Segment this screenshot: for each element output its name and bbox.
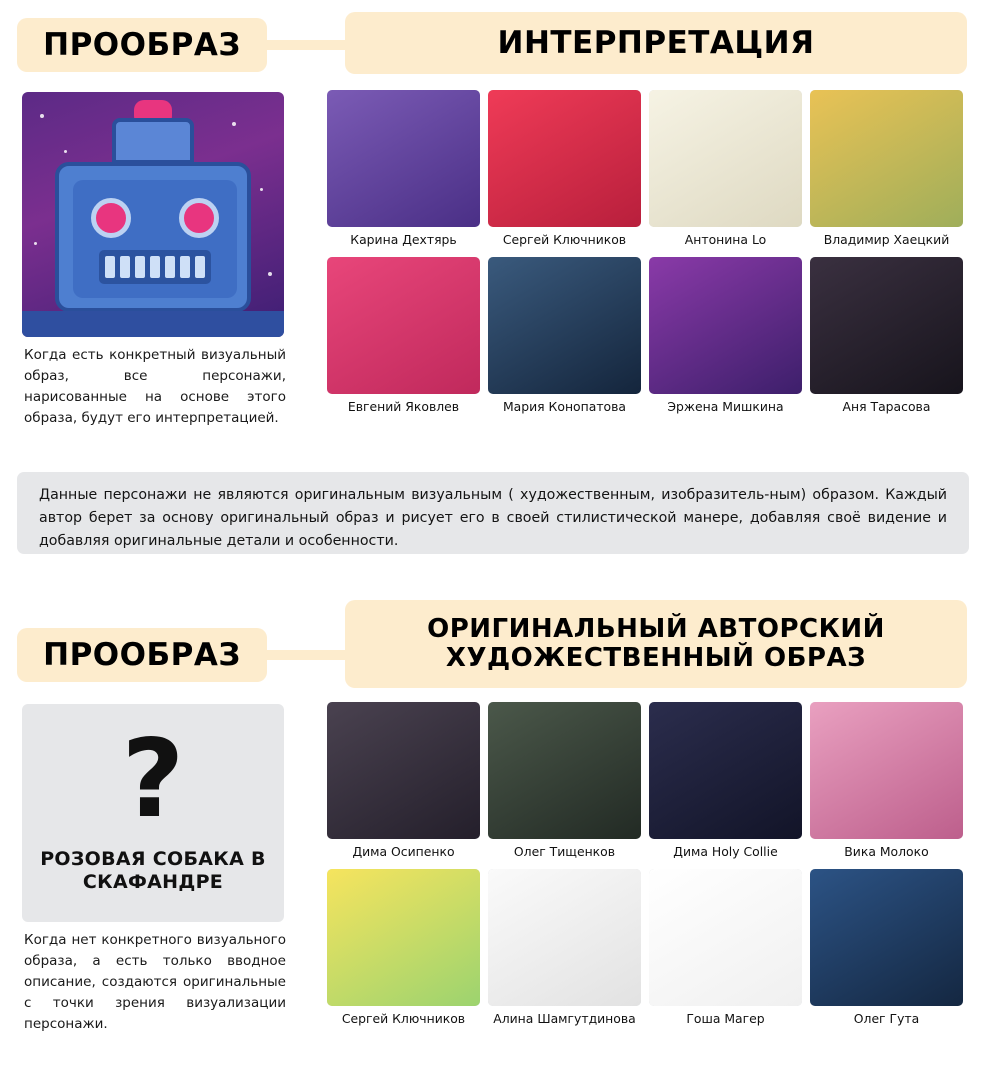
list-item[interactable] bbox=[810, 869, 963, 1026]
section2-reference-placeholder bbox=[22, 704, 284, 922]
list-item[interactable] bbox=[327, 257, 480, 414]
author-name: Сергей Ключников bbox=[502, 232, 627, 247]
list-item[interactable] bbox=[810, 702, 963, 859]
thumbnail-image[interactable] bbox=[488, 702, 641, 839]
section1-heading-left: ПРООБРАЗ bbox=[17, 18, 267, 72]
author-name: Антонина Lo bbox=[684, 232, 767, 247]
connector-line-1 bbox=[265, 40, 349, 50]
thumbnail-image[interactable] bbox=[810, 702, 963, 839]
question-mark-icon: ? bbox=[121, 717, 185, 842]
section1-reference-image bbox=[22, 92, 284, 337]
author-name: Олег Гута bbox=[853, 1011, 920, 1026]
list-item[interactable] bbox=[488, 90, 641, 247]
thumbnail-image[interactable] bbox=[488, 869, 641, 1006]
section1-reference-caption: Когда есть конкретный визуальный образ, все персонажи, нарисованные на основе этого образа, будут его интерпретацией. bbox=[24, 347, 286, 426]
thumbnail-image[interactable] bbox=[810, 869, 963, 1006]
author-name: Владимир Хаецкий bbox=[823, 232, 950, 247]
thumbnail-image[interactable] bbox=[488, 90, 641, 227]
thumbnail-image[interactable] bbox=[327, 702, 480, 839]
author-name: Аня Тарасова bbox=[842, 399, 931, 414]
thumbnail-image[interactable] bbox=[649, 257, 802, 394]
robot-eye-left bbox=[91, 198, 131, 238]
list-item[interactable] bbox=[810, 257, 963, 414]
author-name: Олег Тищенков bbox=[513, 844, 616, 859]
author-name: Мария Конопатова bbox=[502, 399, 627, 414]
thumbnail-image[interactable] bbox=[488, 257, 641, 394]
thumbnail-image[interactable] bbox=[649, 869, 802, 1006]
robot-face bbox=[73, 180, 237, 298]
thumbnail-image[interactable] bbox=[810, 90, 963, 227]
author-name: Карина Дехтярь bbox=[350, 232, 457, 247]
thumbnail-image[interactable] bbox=[327, 869, 480, 1006]
author-name: Дима Осипенко bbox=[352, 844, 455, 859]
robot-base bbox=[22, 311, 284, 337]
list-item[interactable] bbox=[649, 869, 802, 1026]
list-item[interactable] bbox=[649, 257, 802, 414]
list-item[interactable] bbox=[488, 257, 641, 414]
thumbnail-image[interactable] bbox=[810, 257, 963, 394]
list-item[interactable] bbox=[327, 869, 480, 1026]
thumbnail-image[interactable] bbox=[649, 702, 802, 839]
connector-line-2 bbox=[265, 650, 349, 660]
thumbnail-image[interactable] bbox=[649, 90, 802, 227]
section2-reference-caption: Когда нет конкретного визуального образа, а есть только вводное описание, создаются оригинальные с точки зрения визуализации персонажи. bbox=[24, 932, 286, 1032]
author-name: Алина Шамгутдинова bbox=[493, 1011, 636, 1026]
author-name: Гоша Магер bbox=[686, 1011, 765, 1026]
section1-heading-right: ИНТЕРПРЕТАЦИЯ bbox=[345, 12, 967, 74]
list-item[interactable] bbox=[488, 702, 641, 859]
author-name: Вика Молоко bbox=[844, 844, 929, 859]
thumbnail-image[interactable] bbox=[327, 257, 480, 394]
section1-thumbnail-grid bbox=[327, 90, 972, 414]
author-name: Сергей Ключников bbox=[341, 1011, 466, 1026]
author-name: Дима Holy Collie bbox=[673, 844, 778, 859]
robot-head bbox=[55, 162, 251, 312]
author-name: Эржена Мишкина bbox=[667, 399, 784, 414]
section2-reference-title: РОЗОВАЯ СОБАКА В СКАФАНДРЕ bbox=[40, 848, 266, 893]
list-item[interactable] bbox=[327, 702, 480, 859]
list-item[interactable] bbox=[649, 702, 802, 859]
robot-mouth bbox=[99, 250, 211, 284]
list-item[interactable] bbox=[810, 90, 963, 247]
list-item[interactable] bbox=[649, 90, 802, 247]
section2-heading-left: ПРООБРАЗ bbox=[17, 628, 267, 682]
robot-head-top bbox=[112, 118, 194, 164]
thumbnail-image[interactable] bbox=[327, 90, 480, 227]
list-item[interactable] bbox=[488, 869, 641, 1026]
note-text: Данные персонажи не являются оригинальным визуальным ( художественным, изобразитель-ным) образом. Каждый автор берет за основу оригинальный образ и рисует его в своей стилистической манере, добавляя своё видение и добавляя оригинальные детали и особенности. bbox=[17, 472, 969, 554]
robot-eye-right bbox=[179, 198, 219, 238]
list-item[interactable] bbox=[327, 90, 480, 247]
section2-heading-right: ОРИГИНАЛЬНЫЙ АВТОРСКИЙ ХУДОЖЕСТВЕННЫЙ ОБРАЗ bbox=[345, 600, 967, 688]
author-name: Евгений Яковлев bbox=[347, 399, 460, 414]
section2-thumbnail-grid bbox=[327, 702, 972, 1026]
